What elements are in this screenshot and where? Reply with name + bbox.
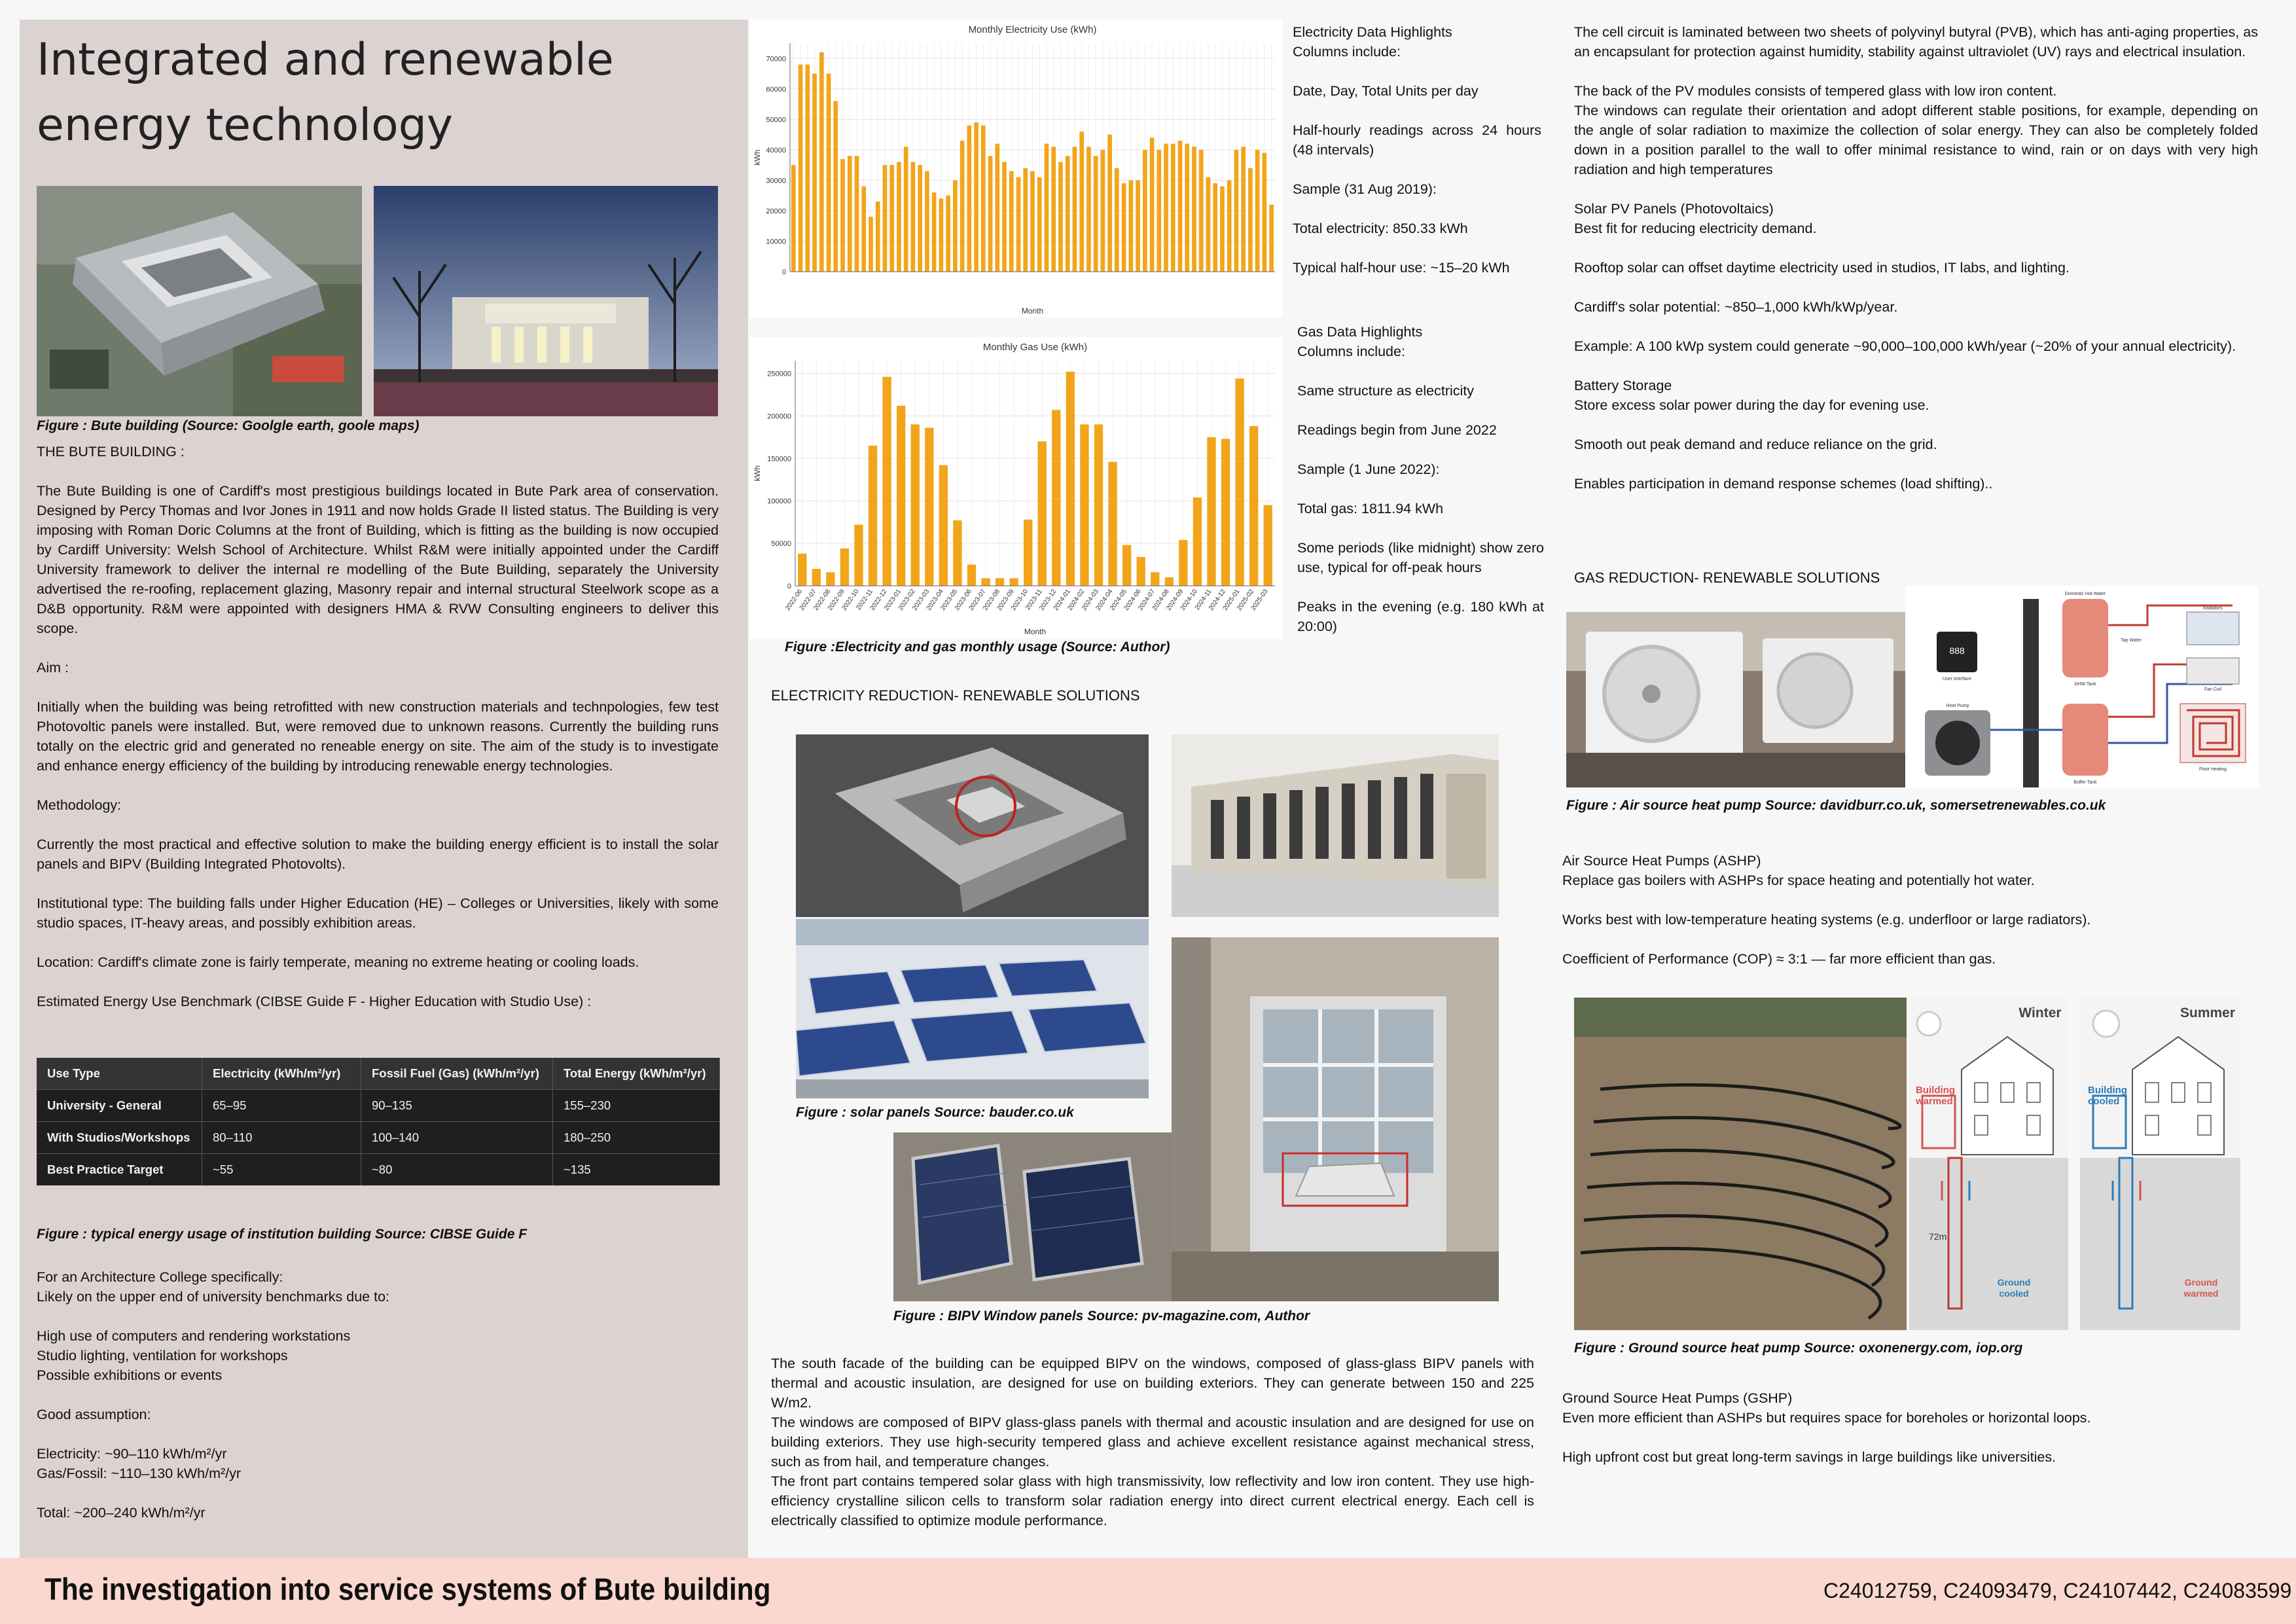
chart-title: Monthly Electricity Use (kWh) xyxy=(968,24,1097,35)
electricity-halfhourly: Half-hourly readings across 24 hours (48 intervals) xyxy=(1293,122,1541,158)
table-row xyxy=(37,1154,720,1186)
bar xyxy=(1179,540,1187,586)
bar xyxy=(1009,171,1014,272)
bar xyxy=(812,74,817,272)
ground-cooled-label-1: Ground xyxy=(1997,1277,2031,1288)
bar xyxy=(1248,168,1253,272)
bar xyxy=(1264,505,1272,586)
domestic-hot-water-label: Domestic Hot Water xyxy=(2064,592,2106,596)
bar xyxy=(889,165,894,272)
bar xyxy=(1220,187,1225,272)
x-tick-label: 2024-02 xyxy=(1066,588,1086,612)
bar xyxy=(960,141,965,272)
table-cell: 90–135 xyxy=(361,1090,553,1122)
benchmark-table-wrap xyxy=(37,1058,720,1185)
bar xyxy=(1207,437,1215,586)
ground-cooled-label-2: cooled xyxy=(1999,1288,2029,1299)
x-tick-label: 2023-10 xyxy=(1010,588,1030,612)
architecture-text: For an Architecture College specifically: Likely on the upper end of university benchmarks due to: xyxy=(37,1269,390,1305)
bar xyxy=(1002,162,1007,272)
fan-coil-label: Fan Coil xyxy=(2204,687,2222,692)
sun-icon xyxy=(1917,1012,1941,1036)
bar xyxy=(1165,577,1174,586)
table-header-row xyxy=(37,1058,720,1090)
bar xyxy=(1157,150,1161,272)
bar xyxy=(1150,137,1155,272)
table-cell: University - General xyxy=(37,1090,202,1122)
bar xyxy=(1199,150,1204,272)
bar xyxy=(953,520,961,586)
gas-chart xyxy=(749,337,1283,638)
gshp-cost-text: High upfront cost but great long-term savings in large buildings like universities. xyxy=(1562,1449,2056,1465)
x-tick-label: 2023-09 xyxy=(996,588,1016,612)
bar xyxy=(840,159,845,272)
gshp-heading: Ground Source Heat Pumps (GSHP) Even more efficient than ASHPs but requires space for boreholes or horizontal loops. xyxy=(1562,1390,2091,1426)
bar xyxy=(981,126,986,272)
electricity-chart-svg xyxy=(749,20,1283,317)
bar xyxy=(1101,150,1105,272)
gas-total: Total gas: 1811.94 kWh xyxy=(1297,501,1444,516)
bar xyxy=(967,565,976,586)
fan-coil-icon xyxy=(2187,658,2239,684)
x-tick-label: 2022-12 xyxy=(869,588,889,612)
charts-figure-caption: Figure :Electricity and gas monthly usage (Source: Author) xyxy=(785,640,1170,655)
bar xyxy=(1023,168,1028,272)
table-cell: 180–250 xyxy=(553,1122,720,1154)
y-tick-label: 0 xyxy=(787,583,791,590)
electricity-section-heading: ELECTRICITY REDUCTION- RENEWABLE SOLUTIONS xyxy=(771,687,1140,704)
svg-text:Buildingwarmed xyxy=(1915,1085,1955,1107)
bar xyxy=(1058,162,1063,272)
table-header: Total Energy (kWh/m²/yr) xyxy=(553,1058,720,1090)
bar xyxy=(882,377,891,586)
gas-sample: Sample (1 June 2022): xyxy=(1297,461,1440,477)
left-text-column xyxy=(37,442,719,1031)
y-axis-label: kWh xyxy=(753,149,762,166)
bar xyxy=(1051,147,1056,272)
x-tick-label: 2024-07 xyxy=(1137,588,1157,612)
bar xyxy=(1221,439,1230,586)
y-axis-label: kWh xyxy=(753,465,762,481)
bar xyxy=(1009,578,1018,586)
bar xyxy=(1151,572,1159,586)
bar xyxy=(1094,156,1098,272)
table-cell: ~135 xyxy=(553,1154,720,1186)
bar xyxy=(1241,147,1246,272)
bar xyxy=(1171,144,1175,272)
bipv-description: The south facade of the building can be equipped BIPV on the windows, composed of glass-glass BIPV panels with thermal and acoustic insulation, are designed for use on building exteriors. They can generate between 150 and 225 W/m2. The windows are composed of BIPV glass-glass panels with thermal and acoustic insulation and are designed for use on building exteriors. They use high-security tempered glass and achieve excellent resistance against mechanical stress, such as from hail, and temperature changes. The front part contains tempered solar glass with high transmissivity, low reflectivity and low iron content. They use high-efficiency crystalline silicon cells to transform solar radiation energy into direct current electrical energy. Each cell is electrically classified to optimize module performance. xyxy=(771,1356,1534,1528)
gas-same: Same structure as electricity xyxy=(1297,383,1475,399)
bar xyxy=(1122,545,1131,586)
institution-text: Institutional type: The building falls under Higher Education (HE) – Colleges or Universities, likely with some studio spaces, IT-heavy areas, and possibly exhibition areas. xyxy=(37,895,719,931)
benchmark-table xyxy=(37,1058,720,1185)
building-warmed-label-1: Building xyxy=(1916,1085,1955,1096)
table-row xyxy=(37,1090,720,1122)
table-cell: With Studios/Workshops xyxy=(37,1122,202,1154)
ashp-figure-caption: Figure : Air source heat pump Source: davidburr.co.uk, somersetrenewables.co.uk xyxy=(1566,798,2106,813)
bar xyxy=(812,569,821,586)
bute-aerial-photo xyxy=(37,186,362,416)
gas-periods: Some periods (like midnight) show zero use, typical for off-peak hours xyxy=(1297,540,1544,575)
x-tick-label: 2023-01 xyxy=(883,588,903,612)
bar xyxy=(1080,424,1088,586)
bar xyxy=(925,171,929,272)
bar xyxy=(946,196,950,272)
building-warmed-label-2: warmed xyxy=(1916,1096,1953,1107)
y-tick-label: 50000 xyxy=(771,540,791,549)
table-cell: 65–95 xyxy=(202,1090,361,1122)
solar-figure-caption: Figure : solar panels Source: bauder.co.uk xyxy=(796,1105,1074,1120)
x-tick-label: 2024-04 xyxy=(1094,588,1115,612)
bar xyxy=(861,187,866,272)
ground-loop-photo xyxy=(1574,998,1907,1330)
x-tick-label: 2024-10 xyxy=(1179,588,1199,612)
x-tick-label: 2024-03 xyxy=(1080,588,1100,612)
bute-heading: THE BUTE BUILDING : xyxy=(37,444,185,460)
bar xyxy=(883,165,888,272)
bar xyxy=(953,180,958,272)
bar xyxy=(1115,168,1119,272)
bar xyxy=(1037,177,1042,272)
solar-potential-text: Cardiff's solar potential: ~850–1,000 kWh/kWp/year. xyxy=(1574,299,1898,315)
solar-pv-heading: Solar PV Panels (Photovoltaics) Best fit for reducing electricity demand. xyxy=(1574,201,1817,236)
assumption-label: Good assumption: xyxy=(37,1407,151,1422)
rooftop-text: Rooftop solar can offset daytime electricity used in studios, IT labs, and lighting. xyxy=(1574,260,2070,276)
benchmark-figure-caption: Figure : typical energy usage of institution building Source: CIBSE Guide F xyxy=(37,1227,528,1242)
bar xyxy=(1052,410,1060,586)
y-tick-label: 150000 xyxy=(767,455,791,463)
table-cell: 155–230 xyxy=(553,1090,720,1122)
bar xyxy=(1079,132,1084,272)
x-tick-label: 2025-01 xyxy=(1221,588,1242,612)
bar xyxy=(995,144,999,272)
floor-heating-icon xyxy=(2180,704,2246,763)
x-tick-label: 2022-06 xyxy=(784,588,804,612)
footer-title: The investigation into service systems of Bute building xyxy=(45,1572,771,1606)
bar xyxy=(798,65,803,272)
electricity-highlights-heading: Electricity Data Highlights Columns include: xyxy=(1293,24,1452,60)
x-tick-label: 2025-02 xyxy=(1236,588,1256,612)
chart-title: Monthly Gas Use (kWh) xyxy=(982,342,1088,353)
user-interface-label: User Interface xyxy=(1943,677,1971,681)
x-tick-label: 2024-01 xyxy=(1052,588,1072,612)
bar xyxy=(1255,150,1260,272)
table-header: Electricity (kWh/m²/yr) xyxy=(202,1058,361,1090)
bute-description: The Bute Building is one of Cardiff's most prestigious buildings located in Bute Park area of conservation. Designed by Percy Thomas and Ivor Jones in 1911 and now holds Grade II listed status. The Building is very imposing with Roman Doric Columns at the front of Building, which is fitting as the building is now occupied by Cardiff University: Welsh School of Architecture. Whilst R&M were initially appointed under the Cardiff University framework to deliver the internal re modelling of the Bute Building, separately the University advertised the re-roofing, replacement glazing, Masonry repair and internal structural Steelwork scope as a D&B opportunity. R&M were appointed with designers HMA & RVW Consulting engineers to deliver this scope. xyxy=(37,483,719,636)
bar xyxy=(854,525,863,586)
assumption-total: Total: ~200–240 kWh/m²/yr xyxy=(37,1505,206,1521)
location-text: Location: Cardiff's climate zone is fairly temperate, meaning no extreme heating or cooling loads. xyxy=(37,954,639,970)
battery-heading: Battery Storage Store excess solar power during the day for evening use. xyxy=(1574,378,1929,413)
usage-list: High use of computers and rendering workstations Studio lighting, ventilation for workshops Possible exhibitions or events xyxy=(37,1328,351,1383)
x-tick-label: 2022-09 xyxy=(826,588,846,612)
gas-highlights xyxy=(1297,322,1544,656)
bar xyxy=(1178,141,1183,272)
gas-chart-svg xyxy=(749,337,1283,638)
heat-pump-schematic xyxy=(1905,586,2259,787)
bar xyxy=(932,192,937,272)
electricity-columns: Date, Day, Total Units per day xyxy=(1293,83,1479,99)
svg-text:888: 888 xyxy=(1949,645,1965,656)
demand-response-text: Enables participation in demand response schemes (load shifting).. xyxy=(1574,476,1993,492)
bar xyxy=(1107,135,1112,272)
tap-water-label: Tap Water xyxy=(2121,638,2142,643)
bipv-window-photo-2 xyxy=(1172,937,1499,1301)
x-tick-label: 2022-10 xyxy=(840,588,861,612)
building-cooled-label-1: Building xyxy=(2088,1085,2127,1096)
bar xyxy=(855,156,859,272)
bar xyxy=(819,52,824,272)
bar xyxy=(1185,144,1189,272)
y-tick-label: 50000 xyxy=(766,116,786,124)
buffer-tank-label: Buffer Tank xyxy=(2073,780,2097,785)
bar xyxy=(1073,147,1077,272)
table-header: Fossil Fuel (Gas) (kWh/m²/yr) xyxy=(361,1058,553,1090)
bipv-figure-caption: Figure : BIPV Window panels Source: pv-magazine.com, Author xyxy=(893,1308,1310,1324)
x-tick-label: 2023-03 xyxy=(911,588,931,612)
bar xyxy=(974,122,978,272)
bar xyxy=(1269,205,1274,272)
x-axis-label: Month xyxy=(1024,627,1047,636)
table-cell: ~55 xyxy=(202,1154,361,1186)
bar xyxy=(897,406,905,586)
dhw-tank-label: DHW Tank xyxy=(2074,682,2096,687)
bar xyxy=(1038,441,1047,586)
bar xyxy=(1234,150,1239,272)
bar xyxy=(1066,156,1070,272)
bar xyxy=(981,578,990,586)
y-tick-label: 200000 xyxy=(767,412,791,421)
assumption-values: Electricity: ~90–110 kWh/m²/yr Gas/Fossil: ~110–130 kWh/m²/yr xyxy=(37,1446,242,1481)
bar xyxy=(1016,177,1021,272)
x-tick-label: 2023-02 xyxy=(897,588,917,612)
bipv-window-photo-1 xyxy=(893,1132,1172,1301)
ashp-cop-text: Coefficient of Performance (COP) ≈ 3:1 — far more efficient than gas. xyxy=(1562,951,1996,967)
bar xyxy=(988,156,993,272)
x-tick-label: 2024-08 xyxy=(1151,588,1171,612)
bar xyxy=(939,198,944,272)
x-tick-label: 2023-12 xyxy=(1038,588,1058,612)
air-source-heat-pump-photo xyxy=(1566,612,1905,787)
aim-text: Initially when the building was being retrofitted with new construction materials and technpologies, few test Photovoltic panels were installed. But, were removed due to unknown reasons. Currently the building runs totally on the electric grid and generated no reneable energy on site. The aim of the study is to investigate and enhance energy efficiency of the building by introducing renewable energy technologies. xyxy=(37,699,719,774)
x-tick-label: 2025-03 xyxy=(1249,588,1270,612)
heat-pump-label: Heat Pump xyxy=(1946,704,1969,708)
y-tick-label: 0 xyxy=(781,268,786,276)
sun-icon xyxy=(2093,1011,2119,1037)
smooth-demand-text: Smooth out peak demand and reduce reliance on the grid. xyxy=(1574,437,1937,452)
bar xyxy=(833,101,838,272)
x-tick-label: 2022-07 xyxy=(798,588,818,612)
x-tick-label: 2024-09 xyxy=(1165,588,1185,612)
svg-text:Groundwarmed xyxy=(2183,1277,2219,1299)
bar xyxy=(897,162,901,272)
radiators-icon xyxy=(2187,612,2239,645)
depth-label: 72m xyxy=(1929,1231,1947,1242)
x-tick-label: 2024-05 xyxy=(1109,588,1129,612)
bar xyxy=(1094,424,1103,586)
bar xyxy=(1122,183,1126,272)
bar xyxy=(1108,461,1117,586)
bar xyxy=(925,428,933,586)
y-tick-label: 10000 xyxy=(766,238,786,246)
buffer-tank-icon xyxy=(2062,704,2108,776)
solar-example-text: Example: A 100 kWp system could generate ~90,000–100,000 kWh/year (~20% of your annual electricity). xyxy=(1574,338,2236,354)
dhw-tank-icon xyxy=(2062,599,2108,677)
ashp-text xyxy=(1562,851,2256,988)
y-tick-label: 20000 xyxy=(766,207,786,215)
floor-heating-label: Floor Heating xyxy=(2198,767,2227,772)
bar xyxy=(1066,372,1075,586)
bar xyxy=(869,217,873,272)
electricity-total: Total electricity: 850.33 kWh xyxy=(1293,221,1468,236)
methodology-label: Methodology: xyxy=(37,797,122,813)
x-tick-label: 2023-08 xyxy=(981,588,1002,612)
bar xyxy=(1227,180,1232,272)
table-cell: Best Practice Target xyxy=(37,1154,202,1186)
bar xyxy=(911,162,916,272)
ground-warmed-label-1: Ground xyxy=(2184,1277,2218,1288)
bar xyxy=(1192,147,1196,272)
bar xyxy=(1129,180,1134,272)
bar xyxy=(869,446,877,586)
bar xyxy=(1045,144,1049,272)
bar xyxy=(967,126,972,272)
y-tick-label: 60000 xyxy=(766,85,786,94)
x-tick-label: 2022-11 xyxy=(855,588,875,612)
methodology-text: Currently the most practical and effective solution to make the building energy efficient is to install the solar panels and BIPV (Building Integrated Photovolts). xyxy=(37,837,719,872)
pv-back-text: The back of the PV modules consists of tempered glass with low iron content. The windows can regulate their orientation and adopt different stable positions, for example, depending on the angle of solar radiation to maximize the collection of solar energy. They can also be completely folded down in a position parallel to the wall to offer minimal resistance to wind, rain or on days with very high radiation and high temperatures xyxy=(1574,83,2258,177)
bute-figure-caption: Figure : Bute building (Source: Goolgle earth, goole maps) xyxy=(37,418,420,433)
bar xyxy=(1263,153,1267,272)
bar xyxy=(911,424,920,586)
svg-text:Groundcooled xyxy=(1998,1277,2031,1299)
gas-section-heading: GAS REDUCTION- RENEWABLE SOLUTIONS xyxy=(1574,569,1880,586)
bar xyxy=(1235,378,1244,586)
gas-begin: Readings begin from June 2022 xyxy=(1297,422,1497,438)
y-tick-label: 70000 xyxy=(766,55,786,63)
bar xyxy=(1193,497,1202,586)
table-row xyxy=(37,1122,720,1154)
radiators-label: Radiators xyxy=(2203,606,2223,611)
bar xyxy=(1136,180,1140,272)
table-cell: 80–110 xyxy=(202,1122,361,1154)
bar xyxy=(918,165,922,272)
bar xyxy=(1143,150,1147,272)
gshp-figure-caption: Figure : Ground source heat pump Source: oxonenergy.com, iop.org xyxy=(1574,1341,2023,1356)
bar xyxy=(1024,520,1032,586)
bar xyxy=(798,554,806,586)
table-cell: 100–140 xyxy=(361,1122,553,1154)
bar xyxy=(996,578,1004,586)
student-ids: C24012759, C24093479, C24107442, C24083599 xyxy=(1823,1579,2292,1602)
x-tick-label: 2023-04 xyxy=(925,588,945,612)
x-tick-label: 2024-06 xyxy=(1122,588,1143,612)
x-tick-label: 2023-06 xyxy=(953,588,973,612)
y-tick-label: 250000 xyxy=(767,370,791,378)
bar xyxy=(1086,147,1091,272)
gas-highlights-heading: Gas Data Highlights Columns include: xyxy=(1297,324,1423,359)
x-tick-label: 2023-05 xyxy=(939,588,960,612)
y-tick-label: 40000 xyxy=(766,146,786,154)
bar xyxy=(939,465,948,586)
ground-warmed-label-2: warmed xyxy=(2183,1288,2219,1299)
summer-label: Summer xyxy=(2179,1005,2236,1020)
gshp-summer-diagram xyxy=(2080,998,2240,1330)
x-tick-label: 2023-11 xyxy=(1024,588,1044,612)
bar xyxy=(791,165,796,272)
electricity-typical: Typical half-hour use: ~15–20 kWh xyxy=(1293,260,1510,276)
y-tick-label: 100000 xyxy=(767,497,791,506)
bar xyxy=(1213,183,1217,272)
left-lower-text xyxy=(37,1267,719,1542)
bute-front-photo xyxy=(374,186,718,416)
gshp-text xyxy=(1562,1388,2256,1487)
bar xyxy=(1030,171,1035,272)
winter-label: Winter xyxy=(2018,1005,2062,1020)
benchmark-intro: Estimated Energy Use Benchmark (CIBSE Guide F - Higher Education with Studio Use) : xyxy=(37,994,592,1009)
electricity-chart xyxy=(749,20,1283,317)
ashp-heading: Air Source Heat Pumps (ASHP) Replace gas boilers with ASHPs for space heating and potentially hot water. xyxy=(1562,853,2035,888)
x-tick-label: 2024-12 xyxy=(1207,588,1228,612)
solar-panels-photo xyxy=(796,919,1149,1098)
pvb-text: The cell circuit is laminated between two sheets of polyvinyl butyral (PVB), which has anti-aging properties, as an encapsulant for protection against humidity, stability against ultraviolet (UV) rays and electrical insulation. xyxy=(1574,24,2258,60)
aim-label: Aim : xyxy=(37,660,69,676)
y-tick-label: 30000 xyxy=(766,177,786,185)
bar xyxy=(876,202,880,272)
facade-3d-model-image xyxy=(1172,734,1499,917)
table-cell: ~80 xyxy=(361,1154,553,1186)
x-tick-label: 2024-11 xyxy=(1193,588,1213,612)
bar xyxy=(1206,177,1211,272)
x-tick-label: 2023-07 xyxy=(967,588,988,612)
bar xyxy=(848,156,852,272)
bar xyxy=(827,74,831,272)
bar xyxy=(904,147,908,272)
x-axis-label: Month xyxy=(1021,306,1044,316)
poster-title: Integrated and renewable energy technology xyxy=(37,34,614,151)
building-cooled-label-2: cooled xyxy=(2088,1096,2120,1107)
bar xyxy=(1249,426,1258,586)
gshp-winter-diagram xyxy=(1909,998,2068,1330)
bar xyxy=(1137,557,1145,586)
bar xyxy=(826,572,834,586)
electricity-highlights xyxy=(1293,22,1541,297)
gas-peaks: Peaks in the evening (e.g. 180 kWh at 20:00) xyxy=(1297,599,1544,634)
bar xyxy=(806,65,810,272)
bar xyxy=(840,549,849,586)
roof-3d-model-image xyxy=(796,734,1149,917)
x-tick-label: 2022-08 xyxy=(812,588,833,612)
bar xyxy=(1164,144,1168,272)
electricity-sample: Sample (31 Aug 2019): xyxy=(1293,181,1437,197)
right-text-column xyxy=(1574,22,2258,513)
ashp-works-text: Works best with low-temperature heating systems (e.g. underfloor or large radiators). xyxy=(1562,912,2091,928)
table-header: Use Type xyxy=(37,1058,202,1090)
